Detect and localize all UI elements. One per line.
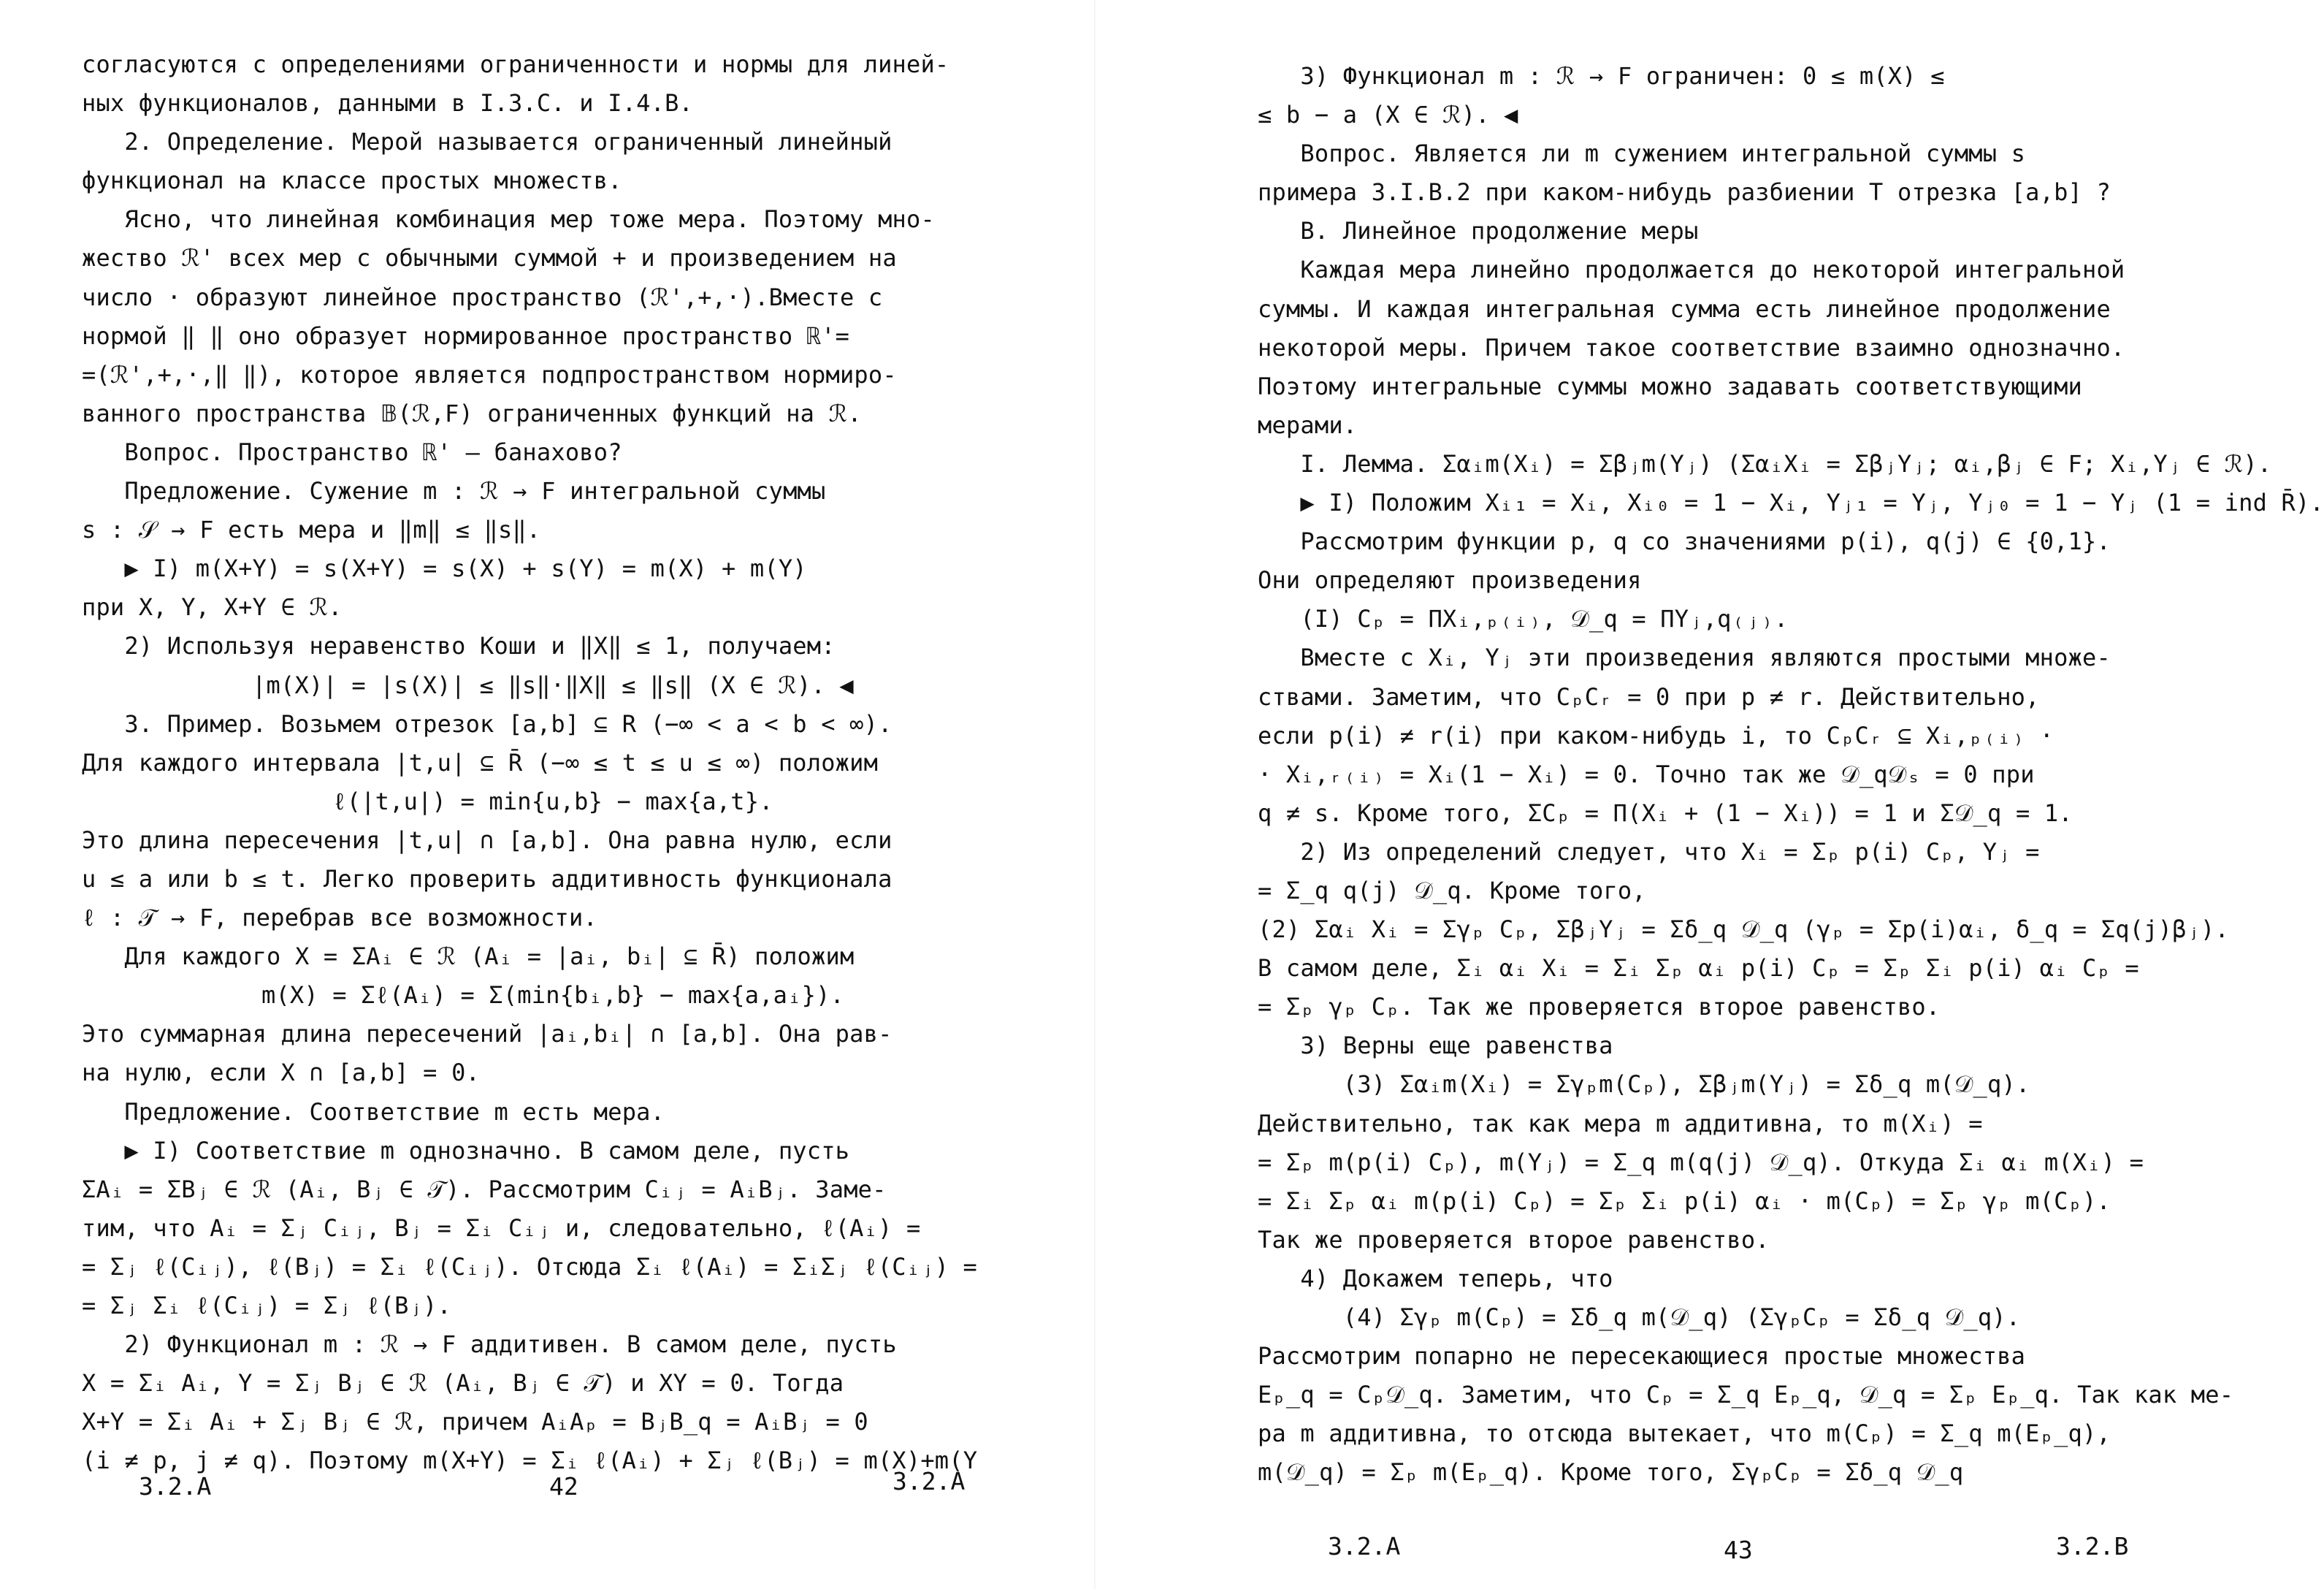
text-line: мерами. (1258, 411, 1358, 439)
text-line: Eₚ_q = Cₚ𝒟_q. Заметим, что Cₚ = Σ_q Eₚ_q, 𝒟_q = Σₚ Eₚ_q. Так как ме- (1258, 1381, 2234, 1409)
text-line: если p(i) ≠ r(i) при каком-нибудь i, то CₚCᵣ ⊆ Xᵢ,ₚ₍ᵢ₎ · (1258, 721, 2054, 750)
text-line: 3) Функционал m : ℛ → F ограничен: 0 ≤ m(X) ≤ (1258, 62, 1945, 90)
text-line: Это суммарная длина пересечений |aᵢ,bᵢ| ∩ [a,b]. Она рав- (82, 1020, 892, 1048)
text-line: 3) Верны еще равенства (1258, 1032, 1613, 1060)
text-line: тим, что Aᵢ = Σⱼ Cᵢⱼ, Bⱼ = Σᵢ Cᵢⱼ и, следовательно, ℓ(Aᵢ) = (82, 1213, 921, 1242)
formula-line: ℓ(|t,u|) = min{u,b} − max{a,t}. (332, 787, 773, 815)
question-line: Вопрос. Является ли m сужением интегральной суммы s (1258, 140, 2026, 168)
right-page-text (1258, 57, 2324, 1492)
text-line: q ≠ s. Кроме того, ΣCₚ = Π(Xᵢ + (1 − Xᵢ)) = 1 и Σ𝒟_q = 1. (1258, 799, 2073, 827)
left-page (0, 0, 1096, 1589)
text-line: ванного пространства 𝔹(ℛ,F) ограниченных функций на ℛ. (82, 399, 862, 427)
text-line: ра m аддитивна, то отсюда вытекает, что m(Cₚ) = Σ_q m(Eₚ_q), (1258, 1420, 2111, 1448)
text-line: некоторой меры. Причем такое соответствие взаимно однозначно. (1258, 333, 2125, 362)
text-line: X+Y = Σᵢ Aᵢ + Σⱼ Bⱼ ∈ ℛ, причем AᵢAₚ = BⱼB_q = AᵢBⱼ = 0 (82, 1408, 868, 1436)
page-number: 42 (549, 1472, 578, 1501)
text-line: 2) Из определений следует, что Xᵢ = Σₚ p(i) Cₚ, Yⱼ = (1258, 837, 2040, 866)
section-label-left: 3.2.A (139, 1472, 212, 1501)
text-line: ных функционалов, данными в I.3.C. и I.4.B. (82, 89, 694, 118)
section-heading-line: B. Линейное продолжение меры (1258, 217, 1699, 245)
text-line: Рассмотрим функции p, q со значениями p(i), q(j) ∈ {0,1}. (1258, 527, 2111, 556)
proof-line: ▶ I) Соответствие m однозначно. В самом деле, пусть (82, 1136, 850, 1165)
proof-line: ▶ I) Положим Xᵢ₁ = Xᵢ, Xᵢ₀ = 1 − Xᵢ, Yⱼ₁ = Yⱼ, Yⱼ₀ = 1 − Yⱼ (1 = ind R̄). (1258, 489, 2324, 517)
text-line: = Σⱼ ℓ(Cᵢⱼ), ℓ(Bⱼ) = Σᵢ ℓ(Cᵢⱼ). Отсюда Σᵢ ℓ(Aᵢ) = ΣᵢΣⱼ ℓ(Cᵢⱼ) = (82, 1252, 978, 1281)
text-line: = Σⱼ Σᵢ ℓ(Cᵢⱼ) = Σⱼ ℓ(Bⱼ). (82, 1292, 451, 1319)
text-line: нормой ‖ ‖ оно образует нормированное пространство ℝ'= (82, 321, 850, 350)
text-line: примера 3.I.B.2 при каком-нибудь разбиении T отрезка [a,b] ? (1258, 178, 2111, 207)
text-line: Для каждого X = ΣAᵢ ∈ ℛ (Aᵢ = |aᵢ, bᵢ| ⊆ R̄) положим (82, 942, 855, 971)
formula-line: (2) Σαᵢ Xᵢ = Σγₚ Cₚ, ΣβⱼYⱼ = Σδ_q 𝒟_q (γₚ = Σp(i)αᵢ, δ_q = Σq(j)βⱼ). (1258, 915, 2229, 944)
formula-line: (4) Σγₚ m(Cₚ) = Σδ_q m(𝒟_q) (ΣγₚCₚ = Σδ_q 𝒟_q). (1258, 1303, 2021, 1331)
text-line: X = Σᵢ Aᵢ, Y = Σⱼ Bⱼ ∈ ℛ (Aᵢ, Bⱼ ∈ 𝒯) и XY = 0. Тогда (82, 1369, 844, 1398)
section-label-left: 3.2.A (1328, 1532, 1401, 1561)
text-line: Ясно, что линейная комбинация мер тоже мера. Поэтому мно- (82, 205, 935, 234)
example-heading-line: 3. Пример. Возьмем отрезок [a,b] ⊆ R (−∞ < a < b < ∞). (82, 709, 892, 738)
text-line: Они определяют произведения (1258, 566, 1642, 595)
text-line: = Σₚ m(p(i) Cₚ), m(Yⱼ) = Σ_q m(q(j) 𝒟_q). Откуда Σᵢ αᵢ m(Xᵢ) = (1258, 1148, 2144, 1176)
lemma-line: I. Лемма. Σαᵢm(Xᵢ) = Σβⱼm(Yⱼ) (ΣαᵢXᵢ = ΣβⱼYⱼ; αᵢ,βⱼ ∈ F; Xᵢ,Yⱼ ∈ ℛ). (1258, 449, 2272, 478)
text-line: функционал на классе простых множеств. (82, 167, 622, 195)
text-line: согласуются с определениями ограниченности и нормы для линей- (82, 50, 949, 78)
text-line: Действительно, так как мера m аддитивна, то m(Xᵢ) = (1258, 1109, 1983, 1138)
text-line: Для каждого интервала |t,u| ⊆ R̄ (−∞ ≤ t ≤ u ≤ ∞) положим (82, 748, 879, 777)
page-number: 43 (1724, 1536, 1753, 1564)
text-line: · Xᵢ,ᵣ₍ᵢ₎ = Xᵢ(1 − Xᵢ) = 0. Точно так же 𝒟_q𝒟ₛ = 0 при (1258, 760, 2035, 788)
section-label-right: 3.2.B (2056, 1532, 2129, 1561)
text-line: Это длина пересечения |t,u| ∩ [a,b]. Она равна нулю, если (82, 826, 892, 854)
formula-line: |m(X)| = |s(X)| ≤ ‖s‖·‖X‖ ≤ ‖s‖ (X ∈ ℛ). ◀ (252, 671, 854, 699)
text-line: Поэтому интегральные суммы можно задавать соответствующими (1258, 372, 2083, 400)
proof-line: ▶ I) m(X+Y) = s(X+Y) = s(X) + s(Y) = m(X) + m(Y) (82, 555, 807, 583)
question-line: Вопрос. Пространство ℝ' – банахово? (82, 438, 622, 466)
text-line: при X, Y, X+Y ∈ ℛ. (82, 593, 343, 622)
text-line: жество ℛ' всех мер с обычными суммой + и произведением на (82, 244, 897, 273)
text-line: Так же проверяется второе равенство. (1258, 1225, 1770, 1254)
text-line: Каждая мера линейно продолжается до некоторой интегральной (1258, 256, 2125, 284)
text-line: В самом деле, Σᵢ αᵢ Xᵢ = Σᵢ Σₚ αᵢ p(i) Cₚ = Σₚ Σᵢ p(i) αᵢ Cₚ = (1258, 954, 2139, 983)
text-line: на нулю, если X ∩ [a,b] = 0. (82, 1059, 481, 1087)
text-line: u ≤ a или b ≤ t. Легко проверить аддитивность функционала (82, 864, 892, 893)
formula-line: (I) Cₚ = ΠXᵢ,ₚ₍ᵢ₎, 𝒟_q = ΠYⱼ,q₍ⱼ₎. (1258, 605, 1789, 633)
text-line: ℓ : 𝒯 → F, перебрав все возможности. (82, 904, 597, 932)
text-line: число · образуют линейное пространство (ℛ',+,·).Вместе с (82, 283, 883, 311)
text-line: = Σₚ γₚ Cₚ. Так же проверяется второе равенство. (1258, 993, 1941, 1021)
formula-line: (3) Σαᵢm(Xᵢ) = Σγₚm(Cₚ), Σβⱼm(Yⱼ) = Σδ_q m(𝒟_q). (1258, 1070, 2030, 1099)
text-line: (i ≠ p, j ≠ q). Поэтому m(X+Y) = Σᵢ ℓ(Aᵢ) + Σⱼ ℓ(Bⱼ) = m(X)+m(Y (82, 1447, 978, 1475)
formula-line: m(X) = Σℓ(Aᵢ) = Σ(min{bᵢ,b} − max{a,aᵢ}). (261, 981, 845, 1010)
text-line: 2) Функционал m : ℛ → F аддитивен. В самом деле, пусть (82, 1330, 897, 1359)
proposition-line: Предложение. Соответствие m есть мера. (82, 1097, 665, 1126)
text-line: m(𝒟_q) = Σₚ m(Eₚ_q). Кроме того, ΣγₚCₚ = Σδ_q 𝒟_q (1258, 1458, 1964, 1487)
text-line: Рассмотрим попарно не пересекающиеся простые множества (1258, 1342, 2026, 1371)
text-line: Вместе с Xᵢ, Yⱼ эти произведения являются простыми множе- (1258, 644, 2111, 672)
text-line: 4) Докажем теперь, что (1258, 1264, 1613, 1292)
text-line: = Σ_q q(j) 𝒟_q. Кроме того, (1258, 876, 1646, 904)
right-page (1096, 0, 2324, 1589)
text-line: суммы. И каждая интегральная сумма есть линейное продолжение (1258, 294, 2111, 323)
text-line: = Σᵢ Σₚ αᵢ m(p(i) Cₚ) = Σₚ Σᵢ p(i) αᵢ · m(Cₚ) = Σₚ γₚ m(Cₚ). (1258, 1186, 2111, 1215)
definition-heading-line: 2. Определение. Мерой называется ограниченный линейный (82, 128, 892, 156)
text-line: =(ℛ',+,·,‖ ‖), которое является подпространством нормиро- (82, 360, 897, 389)
text-line: ствами. Заметим, что CₚCᵣ = 0 при p ≠ r. Действительно, (1258, 682, 2040, 711)
text-line: ≤ b − a (X ∈ ℛ). ◀ (1258, 101, 1518, 129)
section-label-right: 3.2.A (892, 1467, 966, 1495)
proposition-line: Предложение. Сужение m : ℛ → F интегральной суммы (82, 477, 826, 506)
text-line: ΣAᵢ = ΣBⱼ ∈ ℛ (Aᵢ, Bⱼ ∈ 𝒯). Рассмотрим Cᵢⱼ = AᵢBⱼ. Заме- (82, 1175, 887, 1203)
text-line: 2) Используя неравенство Коши и ‖X‖ ≤ 1, получаем: (82, 632, 836, 660)
text-line: s : 𝒮 → F есть мера и ‖m‖ ≤ ‖s‖. (82, 516, 541, 544)
left-page-text (82, 45, 1024, 1480)
